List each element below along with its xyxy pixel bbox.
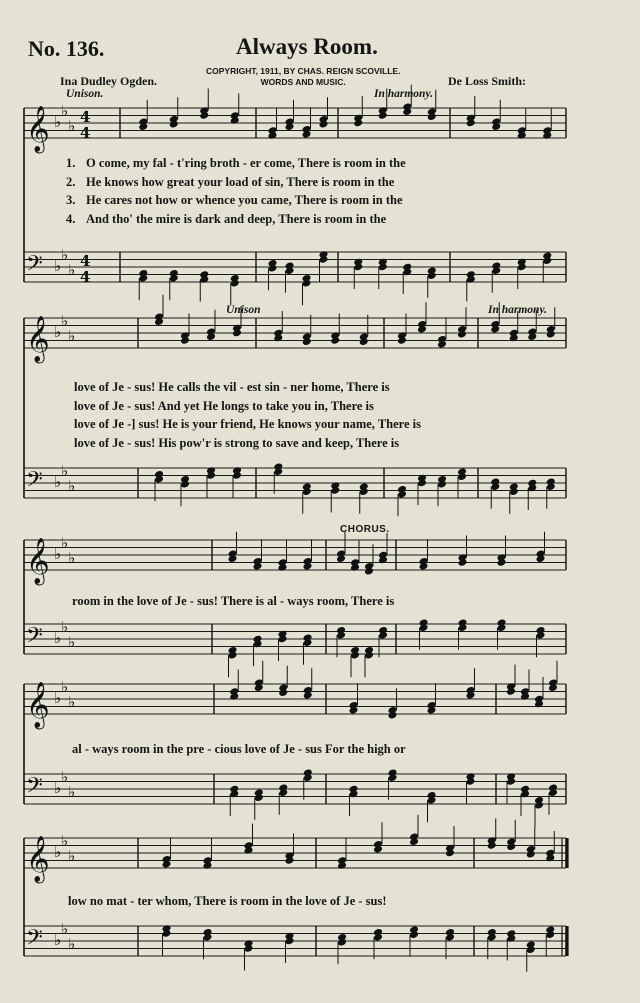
time-signature: 4	[80, 124, 91, 142]
flat-sign-icon: ♭	[54, 689, 62, 707]
bass-clef-icon: 𝄢	[26, 623, 43, 654]
time-signature: 4	[80, 252, 91, 270]
lyricist: Ina Dudley Ogden.	[60, 74, 158, 88]
hymn-title: Always Room.	[236, 34, 378, 59]
lyric-line: And tho' the mire is dark and deep, There is room in the	[86, 212, 387, 226]
verse-4-line-1	[66, 212, 386, 227]
flat-sign-icon: ♭	[54, 629, 62, 647]
verse-number: 4.	[66, 212, 76, 226]
flat-sign-icon: ♭	[54, 779, 62, 797]
flat-sign-icon: ♭	[61, 533, 69, 552]
verse-1-line-1	[66, 156, 406, 171]
flat-sign-icon: ♭	[68, 260, 76, 279]
lyric-line: He cares not how or whence you came, There is room in the	[86, 193, 403, 207]
flat-sign-icon: ♭	[68, 476, 76, 495]
lyric-line: He knows how great your load of sin, There is room in the	[86, 175, 395, 189]
flat-sign-icon: ♭	[68, 692, 76, 711]
treble-clef-icon: 𝄞	[26, 538, 50, 584]
flat-sign-icon: ♭	[54, 323, 62, 341]
verse-1-line-2: love of Je - sus! He calls the vil - est sin - ner home, There is	[74, 380, 390, 394]
bass-clef-icon: 𝄢	[26, 467, 43, 498]
chorus-label: CHORUS.	[340, 524, 390, 535]
hymn-number: No. 136.	[28, 36, 105, 61]
treble-clef-icon: 𝄞	[26, 836, 50, 882]
copyright-line: COPYRIGHT, 1911, BY CHAS. REIGN SCOVILLE.	[206, 66, 401, 76]
flat-sign-icon: ♭	[61, 101, 69, 120]
chorus-lyric-2: al - ways room in the pre - cious love of Je - sus For the high or	[72, 742, 406, 756]
flat-sign-icon: ♭	[54, 257, 62, 275]
flat-sign-icon: ♭	[68, 934, 76, 953]
harmony-cue-2: In harmony.	[488, 304, 548, 316]
treble-clef-icon: 𝄞	[26, 682, 50, 728]
flat-sign-icon: ♭	[61, 311, 69, 330]
flat-sign-icon: ♭	[68, 326, 76, 345]
verse-3-line-2: love of Je -] sus! He is your friend, He knows your name, There is	[74, 417, 421, 431]
harmony-cue: In harmony.	[374, 88, 434, 100]
flat-sign-icon: ♭	[61, 677, 69, 696]
verse-3-line-1	[66, 193, 403, 208]
bass-clef-icon: 𝄢	[26, 925, 43, 956]
copyright-line-2: WORDS AND MUSIC.	[260, 77, 346, 87]
bass-clef-icon: 𝄢	[26, 773, 43, 804]
bass-clef-icon: 𝄢	[26, 251, 43, 282]
flat-sign-icon: ♭	[61, 617, 69, 636]
flat-sign-icon: ♭	[61, 461, 69, 480]
verse-number: 1.	[66, 156, 76, 170]
flat-sign-icon: ♭	[54, 473, 62, 491]
chorus-lyric-1: room in the love of Je - sus! There is al - ways room, There is	[72, 594, 395, 608]
flat-sign-icon: ♭	[54, 843, 62, 861]
flat-sign-icon: ♭	[61, 767, 69, 786]
flat-sign-icon: ♭	[54, 545, 62, 563]
flat-sign-icon: ♭	[54, 113, 62, 131]
flat-sign-icon: ♭	[61, 831, 69, 850]
verse-2-line-1	[66, 175, 394, 190]
flat-sign-icon: ♭	[61, 919, 69, 938]
flat-sign-icon: ♭	[54, 931, 62, 949]
treble-clef-icon: 𝄞	[26, 106, 50, 152]
unison-cue: Unison.	[66, 88, 104, 100]
time-signature: 4	[80, 268, 91, 286]
composer: De Loss Smith:	[448, 74, 527, 88]
verse-4-line-2: love of Je - sus! His pow'r is strong to save and keep, There is	[74, 436, 400, 450]
verse-2-line-2: love of Je - sus! And yet He longs to take you in, There is	[74, 399, 374, 413]
flat-sign-icon: ♭	[68, 846, 76, 865]
flat-sign-icon: ♭	[68, 548, 76, 567]
chorus-lyric-3: low no mat - ter whom, There is room in the love of Je - sus!	[68, 894, 387, 908]
flat-sign-icon: ♭	[68, 632, 76, 651]
flat-sign-icon: ♭	[61, 245, 69, 264]
treble-clef-icon: 𝄞	[26, 316, 50, 362]
time-signature: 4	[80, 108, 91, 126]
flat-sign-icon: ♭	[68, 782, 76, 801]
verse-number: 2.	[66, 175, 76, 189]
unison-cue-2: Unison	[226, 304, 261, 316]
flat-sign-icon: ♭	[68, 116, 76, 135]
verse-number: 3.	[66, 193, 76, 207]
lyric-line: O come, my fal - t'ring broth - er come, There is room in the	[86, 156, 406, 170]
